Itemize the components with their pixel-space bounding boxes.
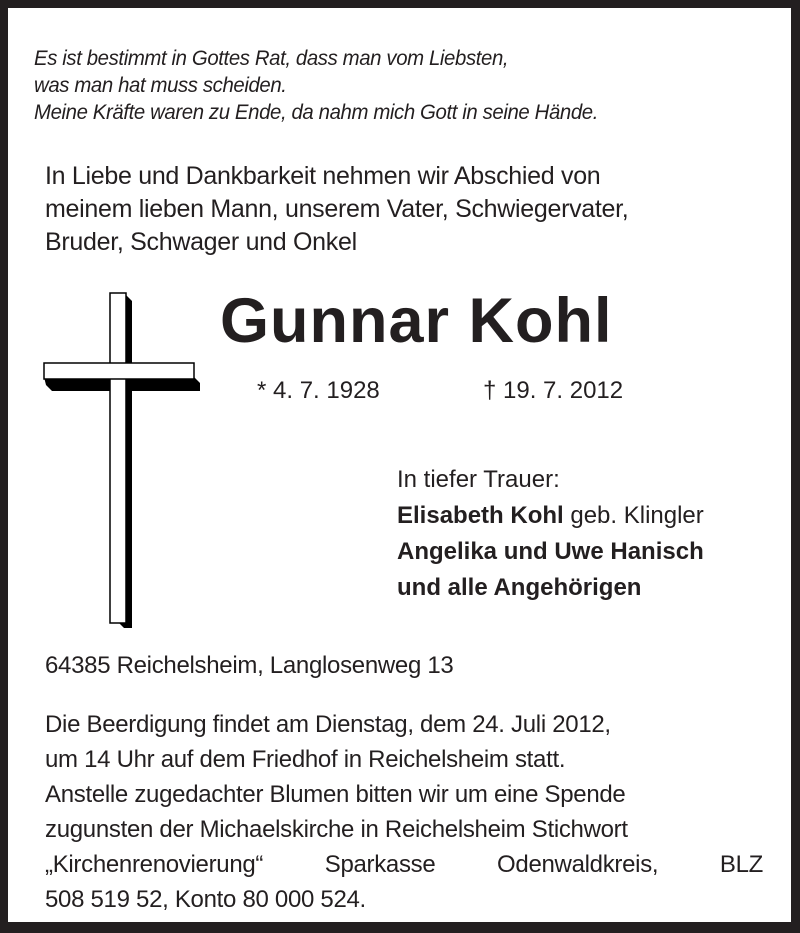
mourners-block — [397, 462, 704, 606]
intro-line: meinem lieben Mann, unserem Vater, Schwiegervater, — [45, 195, 629, 223]
deceased-name: Gunnar Kohl — [220, 286, 613, 356]
word: „Kirchenrenovierung“ — [45, 851, 264, 878]
verse-quote — [34, 45, 598, 126]
mourner-name: Angelika und Uwe Hanisch — [397, 538, 704, 565]
word: Odenwaldkreis, — [497, 851, 659, 878]
death-date: † 19. 7. 2012 — [483, 377, 624, 404]
mourner-note: geb. Klingler — [563, 502, 704, 529]
cross-icon — [42, 291, 202, 631]
word: BLZ — [719, 851, 763, 878]
mourner-entry — [397, 534, 704, 570]
intro-line: Bruder, Schwager und Onkel — [45, 228, 357, 256]
birth-date: * 4. 7. 1928 — [257, 377, 380, 404]
funeral-line: Die Beerdigung findet am Dienstag, dem 24. Juli 2012, — [45, 711, 611, 738]
verse-line: Es ist bestimmt in Gottes Rat, dass man vom Liebsten, — [34, 47, 509, 70]
funeral-line: zugunsten der Michaelskirche in Reichelsheim Stichwort — [45, 816, 628, 843]
funeral-line: um 14 Uhr auf dem Friedhof in Reichelsheim statt. — [45, 746, 566, 773]
verse-line: was man hat muss scheiden. — [34, 74, 287, 97]
funeral-line-justified — [45, 847, 763, 882]
funeral-details — [45, 707, 763, 917]
address: 64385 Reichelsheim, Langlosenweg 13 — [45, 652, 454, 679]
mourner-name: Elisabeth Kohl — [397, 502, 564, 529]
funeral-line: Anstelle zugedachter Blumen bitten wir um eine Spende — [45, 781, 626, 808]
mourner-name: und alle Angehörigen — [397, 574, 642, 601]
intro-text — [45, 160, 628, 259]
mourners-heading: In tiefer Trauer: — [397, 466, 560, 493]
word: Sparkasse — [324, 851, 436, 878]
intro-line: In Liebe und Dankbarkeit nehmen wir Abschied von — [45, 162, 601, 190]
mourner-entry — [397, 498, 704, 534]
verse-line: Meine Kräfte waren zu Ende, da nahm mich Gott in seine Hände. — [34, 101, 598, 124]
mourner-entry — [397, 570, 704, 606]
obituary-card — [8, 8, 791, 922]
funeral-line: 508 519 52, Konto 80 000 524. — [45, 886, 366, 913]
